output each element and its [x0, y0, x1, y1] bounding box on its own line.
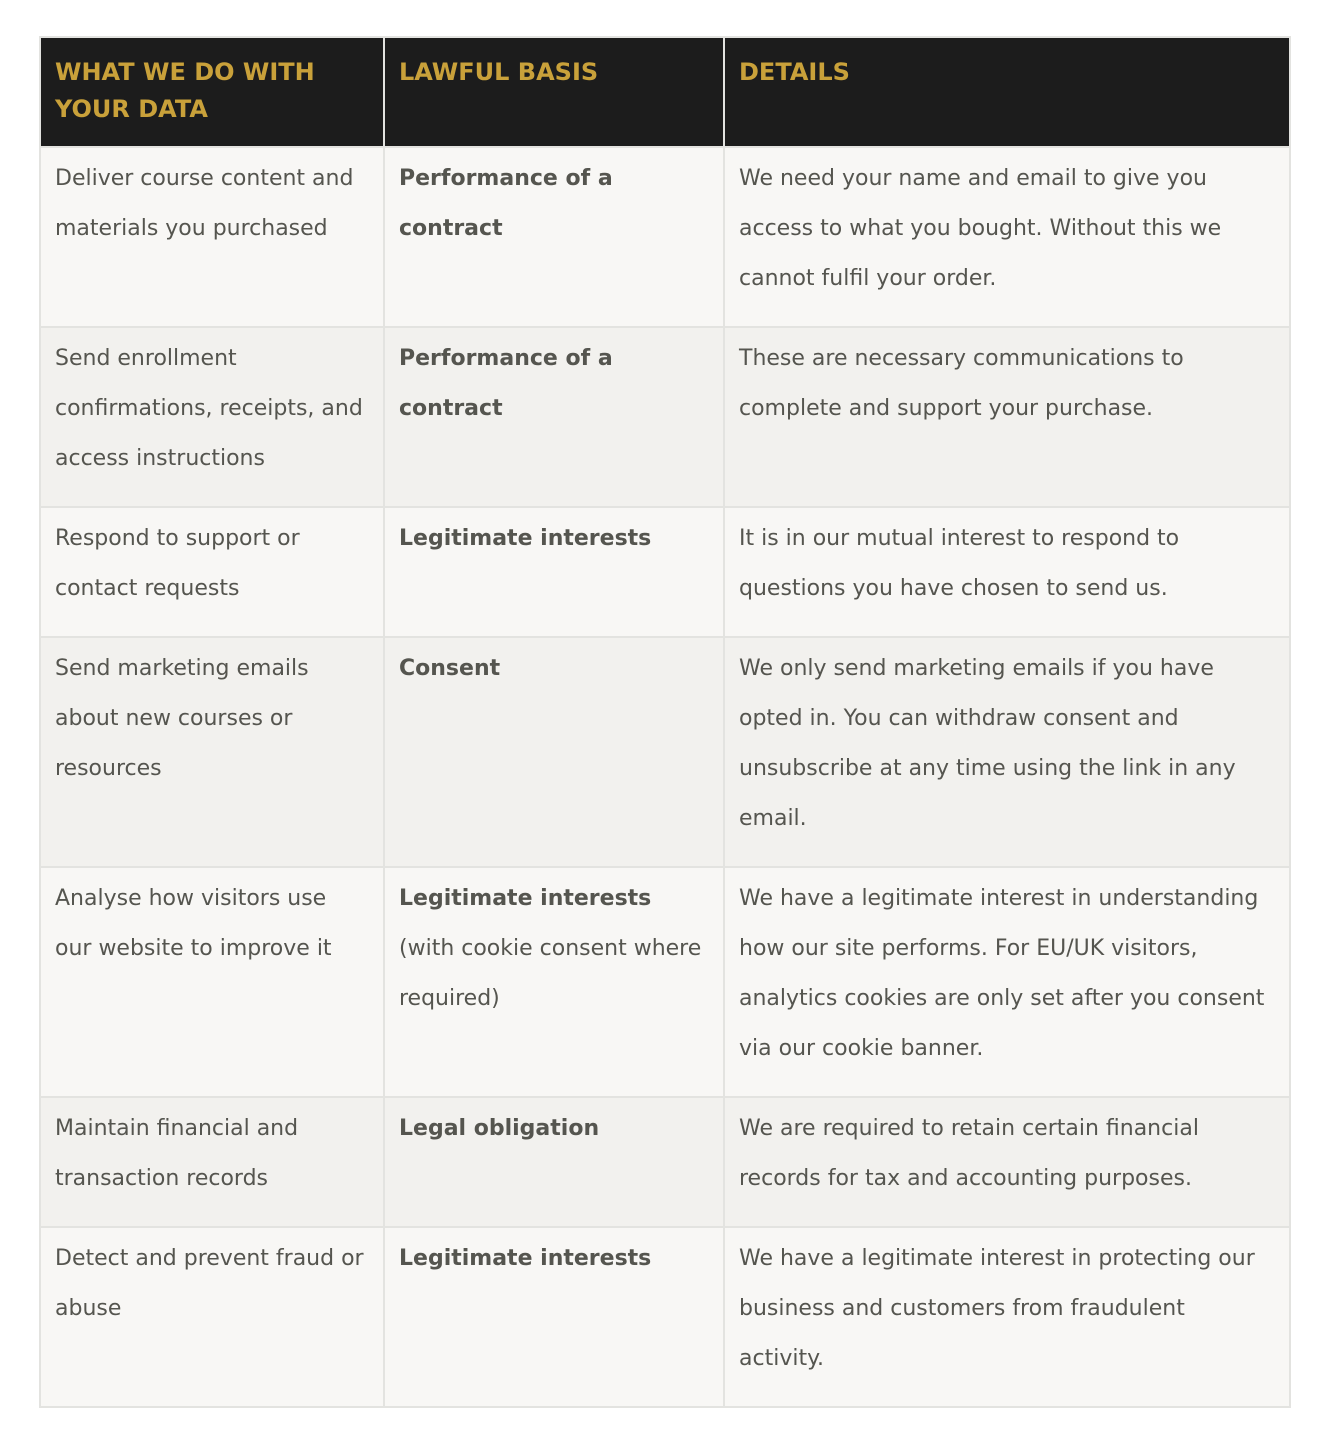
- lawful-basis-cell: [384, 1227, 724, 1407]
- details-cell: We only send marketing emails if you have opted in. You can withdraw consent and unsubscribe at any time using the link in any email.: [724, 637, 1290, 867]
- details-cell: We need your name and email to give you access to what you bought. Without this we cannot fulfil your order.: [724, 147, 1290, 327]
- activity-cell: Detect and prevent fraud or abuse: [40, 1227, 384, 1407]
- details-cell: We have a legitimate interest in understanding how our site performs. For EU/UK visitors, analytics cookies are only set after you consent via our cookie banner.: [724, 867, 1290, 1097]
- header-row: [40, 37, 1290, 147]
- details-cell: We are required to retain certain financial records for tax and accounting purposes.: [724, 1097, 1290, 1227]
- lawful-basis-label: Legal obligation: [399, 1116, 600, 1141]
- table-row: [40, 1097, 1290, 1227]
- activity-cell: Maintain financial and transaction records: [40, 1097, 384, 1227]
- lawful-basis-label: Consent: [399, 656, 501, 681]
- activity-cell: Analyse how visitors use our website to improve it: [40, 867, 384, 1097]
- lawful-basis-label: Legitimate interests: [399, 526, 652, 551]
- table-row: [40, 507, 1290, 637]
- table-row: [40, 147, 1290, 327]
- column-header-lawful-basis: LAWFUL BASIS: [384, 37, 724, 147]
- table-row: [40, 637, 1290, 867]
- lawful-basis-cell: [384, 507, 724, 637]
- table-row: [40, 867, 1290, 1097]
- lawful-basis-table-container: [39, 36, 1289, 1408]
- lawful-basis-label: Performance of a contract: [399, 166, 613, 241]
- details-cell: These are necessary communications to complete and support your purchase.: [724, 327, 1290, 507]
- lawful-basis-label: Legitimate interests: [399, 886, 652, 911]
- lawful-basis-note: (with cookie consent where required): [399, 936, 702, 1011]
- table-row: [40, 1227, 1290, 1407]
- activity-cell: Send marketing emails about new courses or resources: [40, 637, 384, 867]
- column-header-details: DETAILS: [724, 37, 1290, 147]
- activity-cell: Send enrollment confirmations, receipts, and access instructions: [40, 327, 384, 507]
- table-header: [40, 37, 1290, 147]
- lawful-basis-label: Legitimate interests: [399, 1246, 652, 1271]
- lawful-basis-cell: [384, 327, 724, 507]
- column-header-activity: WHAT WE DO WITH YOUR DATA: [40, 37, 384, 147]
- details-cell: We have a legitimate interest in protecting our business and customers from fraudulent activity.: [724, 1227, 1290, 1407]
- table-body: [40, 147, 1290, 1407]
- lawful-basis-cell: [384, 1097, 724, 1227]
- activity-cell: Respond to support or contact requests: [40, 507, 384, 637]
- lawful-basis-label: Performance of a contract: [399, 346, 613, 421]
- lawful-basis-cell: [384, 867, 724, 1097]
- table-row: [40, 327, 1290, 507]
- activity-cell: Deliver course content and materials you purchased: [40, 147, 384, 327]
- lawful-basis-table: [39, 36, 1291, 1408]
- lawful-basis-cell: [384, 637, 724, 867]
- details-cell: It is in our mutual interest to respond to questions you have chosen to send us.: [724, 507, 1290, 637]
- lawful-basis-cell: [384, 147, 724, 327]
